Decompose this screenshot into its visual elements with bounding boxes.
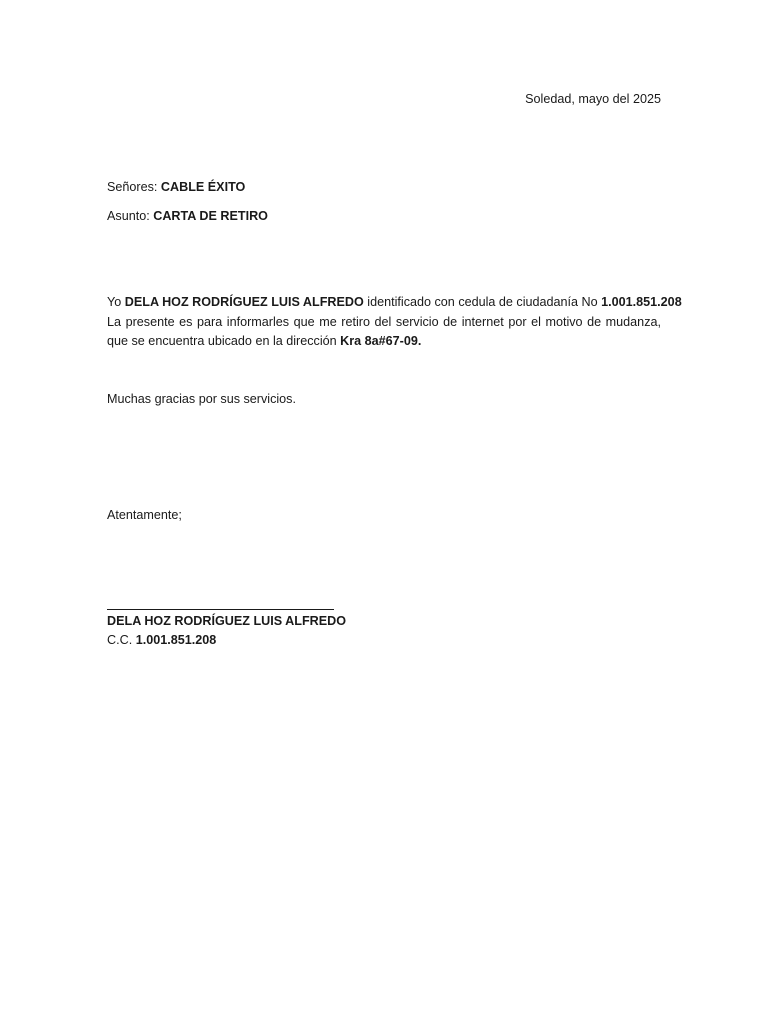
signature-line xyxy=(107,609,334,610)
recipient-label: Señores: xyxy=(107,180,158,194)
body-line-2: La presente es para informarles que me retiro del servicio de internet por el motivo de mudanza, xyxy=(107,314,661,329)
thanks-text: Muchas gracias por sus servicios. xyxy=(107,392,296,406)
closing-line xyxy=(107,506,182,525)
body-line-3 xyxy=(107,332,661,352)
recipient-name: CABLE ÉXITO xyxy=(160,180,246,194)
signature-name-line xyxy=(107,612,346,631)
address-prefix: que se encuentra ubicado en la dirección xyxy=(107,334,337,348)
address: Kra 8a#67-09. xyxy=(340,334,422,348)
id-number: 1.001.851.208 xyxy=(601,295,682,309)
place-date-text: Soledad, mayo del 2025 xyxy=(525,92,661,106)
intro-prefix: Yo xyxy=(107,295,122,309)
sender-name: DELA HOZ RODRÍGUEZ LUIS ALFREDO xyxy=(124,295,364,309)
signature-id-line xyxy=(107,631,216,650)
body-line-1 xyxy=(107,293,682,313)
subject-value: CARTA DE RETIRO xyxy=(153,209,268,223)
signature-name: DELA HOZ RODRÍGUEZ LUIS ALFREDO xyxy=(107,614,347,628)
subject-label: Asunto: xyxy=(107,209,150,223)
id-text: identificado con cedula de ciudadanía No xyxy=(367,295,598,309)
signature-id-label: C.C. xyxy=(107,633,133,647)
subject-line xyxy=(107,207,268,226)
thanks-line xyxy=(107,390,296,409)
closing-text: Atentamente; xyxy=(107,508,182,522)
recipient-line xyxy=(107,178,245,197)
signature-id-number: 1.001.851.208 xyxy=(135,633,217,647)
place-date xyxy=(525,90,661,109)
body-paragraph xyxy=(107,293,682,352)
